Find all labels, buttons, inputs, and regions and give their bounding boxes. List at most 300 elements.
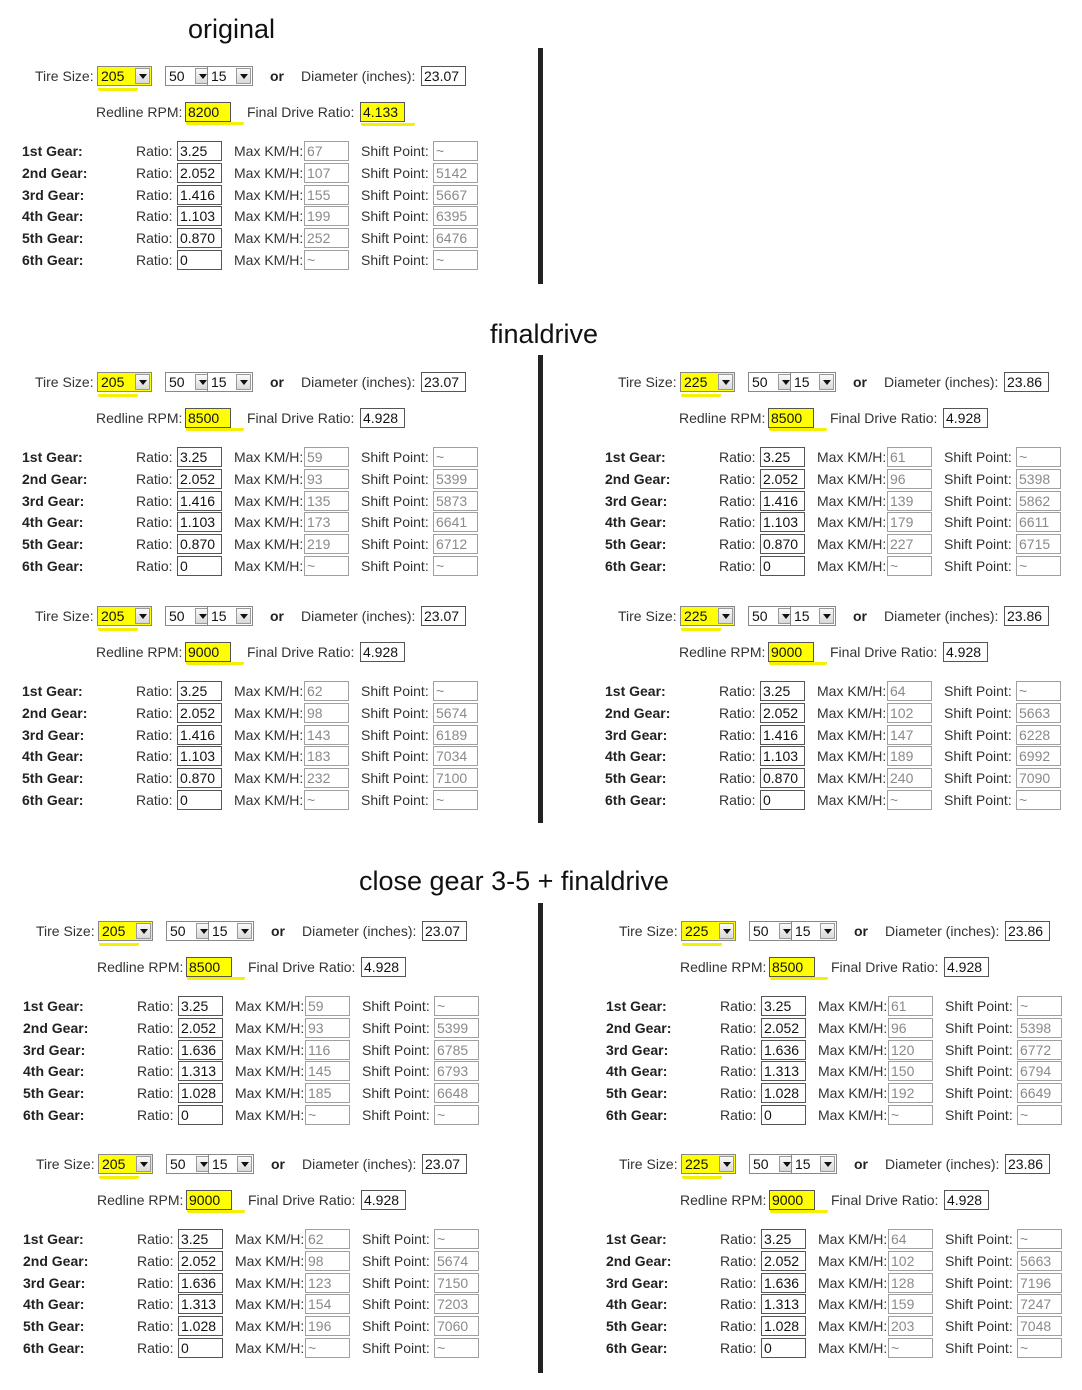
gear-row [594,1273,1064,1294]
gear-calculator [11,1150,481,1390]
gear-ratio-input[interactable]: 0 [761,1105,806,1125]
gear-label: 4th Gear: [23,1296,85,1313]
rim-size-select-value: 15 [212,923,228,939]
diameter-input[interactable]: 23.07 [422,921,467,941]
ratio-label: Ratio: [720,1107,757,1123]
gear-label: 4th Gear: [22,514,84,531]
aspect-ratio-select[interactable] [749,1154,796,1174]
ratio-label: Ratio: [137,1296,174,1313]
gear-ratio-input[interactable]: 0 [760,790,805,810]
or-label: or [853,608,867,624]
gear-ratio-input[interactable]: 2.052 [177,469,222,489]
gear-row [11,1294,481,1315]
max-kmh-label: Max KM/H: [235,1296,305,1313]
redline-rpm-input[interactable]: 9000 [185,642,231,662]
max-kmh-output: 116 [305,1040,350,1060]
shift-point-label: Shift Point: [945,1231,1013,1247]
rim-size-select[interactable] [791,921,837,941]
max-kmh-output: 139 [887,491,932,511]
redline-rpm-input[interactable]: 8500 [185,408,231,428]
gear-ratio-input[interactable]: 2.052 [177,703,222,723]
rim-size-select-value: 15 [211,374,227,390]
redline-rpm-input[interactable]: 8500 [768,408,814,428]
gear-row [11,1105,481,1126]
gear-label: 4th Gear: [606,1296,668,1313]
shift-point-output: 5862 [1016,491,1061,511]
aspect-ratio-select-value: 50 [169,374,185,390]
gear-ratio-input[interactable]: 0.870 [177,768,222,788]
gear-ratio-input[interactable]: 0 [178,1338,223,1358]
max-kmh-label: Max KM/H: [235,1340,305,1356]
aspect-ratio-select-value: 50 [752,608,768,624]
gear-ratio-input[interactable]: 1.313 [178,1061,223,1081]
max-kmh-label: Max KM/H: [235,1063,305,1080]
max-kmh-label: Max KM/H: [234,186,304,203]
tire-width-select[interactable] [97,606,152,626]
max-kmh-label: Max KM/H: [235,1085,305,1102]
shift-point-output: 6794 [1017,1061,1062,1081]
max-kmh-label: Max KM/H: [817,748,887,765]
gear-ratio-input[interactable]: 3.25 [177,447,222,467]
ratio-label: Ratio: [137,1318,174,1335]
ratio-label: Ratio: [137,1085,174,1102]
gear-ratio-input[interactable]: 1.103 [177,746,222,766]
ratio-label: Ratio: [136,704,173,721]
shift-point-label: Shift Point: [944,470,1012,487]
gear-row [594,1105,1064,1126]
shift-point-label: Shift Point: [361,683,429,699]
ratio-label: Ratio: [719,683,756,699]
max-kmh-output: 143 [304,725,349,745]
max-kmh-output: ~ [887,556,932,576]
shift-point-label: Shift Point: [361,514,429,531]
diameter-input[interactable]: 23.86 [1004,372,1049,392]
aspect-ratio-select[interactable] [165,606,212,626]
diameter-input[interactable]: 23.07 [421,66,466,86]
ratio-label: Ratio: [136,536,173,553]
gear-ratio-input[interactable]: 0 [761,1338,806,1358]
gear-ratio-input[interactable]: 0 [178,1105,223,1125]
gear-ratio-input[interactable]: 0 [177,790,222,810]
aspect-ratio-select[interactable] [748,372,795,392]
shift-point-label: Shift Point: [361,164,429,181]
max-kmh-output: 135 [304,491,349,511]
gear-ratio-input[interactable]: 1.416 [760,491,805,511]
tire-width-select[interactable] [97,372,152,392]
shift-point-output: 7203 [434,1294,479,1314]
max-kmh-label: Max KM/H: [234,492,304,509]
chevron-down-icon [135,608,150,624]
gear-row [11,1229,481,1250]
gear-ratio-input[interactable]: 1.028 [178,1316,223,1336]
redline-rpm-input[interactable]: 8200 [185,102,231,122]
gear-ratio-input[interactable]: 1.416 [177,185,222,205]
diameter-input[interactable]: 23.07 [421,606,466,626]
final-drive-input[interactable]: 4.928 [944,1190,989,1210]
final-drive-label: Final Drive Ratio: [247,104,355,120]
max-kmh-label: Max KM/H: [234,558,304,574]
ratio-label: Ratio: [719,558,756,574]
max-kmh-label: Max KM/H: [234,143,304,159]
shift-point-label: Shift Point: [944,449,1012,465]
max-kmh-output: 196 [305,1316,350,1336]
max-kmh-label: Max KM/H: [234,726,304,743]
highlight-mark [770,1207,828,1213]
chevron-down-icon [135,374,150,390]
gear-ratio-input[interactable]: 2.052 [178,1251,223,1271]
gear-row [11,1083,481,1104]
ratio-label: Ratio: [136,164,173,181]
rim-size-select[interactable] [207,372,253,392]
max-kmh-label: Max KM/H: [234,208,304,225]
gear-label: 3rd Gear: [606,1041,669,1058]
tire-size-label: Tire Size: [35,374,94,390]
gear-ratio-input[interactable]: 1.636 [761,1273,806,1293]
gear-label: 2nd Gear: [606,1252,672,1269]
gear-ratio-input[interactable]: 1.313 [178,1294,223,1314]
tire-width-select-value: 225 [685,923,709,939]
gear-ratio-input[interactable]: 3.25 [760,681,805,701]
chevron-down-icon [819,374,834,390]
gear-ratio-input[interactable]: 2.052 [761,1018,806,1038]
gear-ratio-input[interactable]: 3.25 [760,447,805,467]
max-kmh-label: Max KM/H: [234,514,304,531]
gear-label: 2nd Gear: [22,164,88,181]
gear-label: 4th Gear: [605,514,667,531]
tire-width-select-value: 225 [684,608,708,624]
gear-label: 6th Gear: [22,252,84,268]
final-drive-input[interactable]: 4.133 [360,102,405,122]
highlight-mark [681,390,721,397]
shift-point-label: Shift Point: [362,1041,430,1058]
rim-size-select[interactable] [207,606,253,626]
gear-ratio-input[interactable]: 1.416 [177,725,222,745]
shift-point-label: Shift Point: [362,1340,430,1356]
final-drive-label: Final Drive Ratio: [248,1192,356,1208]
max-kmh-output: 98 [305,1251,350,1271]
gear-row [10,163,480,184]
shift-point-output: 5142 [433,163,478,183]
gear-ratio-input[interactable]: 3.25 [177,141,222,161]
gear-ratio-input[interactable]: 0 [760,556,805,576]
ratio-label: Ratio: [137,1231,174,1247]
max-kmh-output: 67 [304,141,349,161]
tire-width-select[interactable] [680,372,735,392]
gear-row [10,447,480,468]
ratio-label: Ratio: [137,1107,174,1123]
tire-width-select[interactable] [97,66,152,86]
gear-ratio-input[interactable]: 1.028 [178,1083,223,1103]
tire-size-label: Tire Size: [618,608,677,624]
max-kmh-label: Max KM/H: [818,998,888,1014]
gear-ratio-input[interactable]: 1.103 [177,206,222,226]
final-drive-input[interactable]: 4.928 [360,408,405,428]
gear-ratio-input[interactable]: 1.103 [177,512,222,532]
tire-width-select-value: 205 [102,1156,126,1172]
max-kmh-label: Max KM/H: [235,1274,305,1291]
gear-ratio-input[interactable]: 2.052 [177,163,222,183]
shift-point-output: 5399 [433,469,478,489]
gear-ratio-input[interactable]: 3.25 [178,996,223,1016]
gear-row [593,534,1063,555]
gear-label: 1st Gear: [605,449,666,465]
or-label: or [270,374,284,390]
gear-ratio-input[interactable]: 1.636 [178,1040,223,1060]
shift-point-label: Shift Point: [361,230,429,247]
gear-ratio-input[interactable]: 3.25 [177,681,222,701]
diameter-input[interactable]: 23.07 [422,1154,467,1174]
aspect-ratio-select[interactable] [165,372,212,392]
gear-ratio-input[interactable]: 1.313 [761,1294,806,1314]
chevron-down-icon [236,68,251,84]
redline-rpm-input[interactable]: 8500 [769,957,815,977]
highlight-mark [770,974,828,980]
gear-row [10,534,480,555]
chevron-down-icon [236,374,251,390]
shift-point-label: Shift Point: [944,726,1012,743]
ratio-label: Ratio: [137,998,174,1014]
gear-ratio-input[interactable]: 3.25 [178,1229,223,1249]
diameter-label: Diameter (inches): [302,923,417,939]
max-kmh-label: Max KM/H: [234,164,304,181]
ratio-label: Ratio: [136,230,173,247]
max-kmh-label: Max KM/H: [818,1041,888,1058]
gear-ratio-input[interactable]: 1.028 [761,1083,806,1103]
final-drive-label: Final Drive Ratio: [831,959,939,975]
ratio-label: Ratio: [137,1063,174,1080]
gear-ratio-input[interactable]: 3.25 [761,996,806,1016]
max-kmh-output: 183 [304,746,349,766]
gear-row [593,768,1063,789]
max-kmh-output: 240 [887,768,932,788]
gear-row [10,790,480,811]
max-kmh-output: 64 [888,1229,933,1249]
redline-rpm-input[interactable]: 9000 [768,642,814,662]
gear-label: 6th Gear: [23,1340,85,1356]
rim-size-select[interactable] [208,921,254,941]
gear-ratio-input[interactable]: 0.870 [177,534,222,554]
shift-point-output: 5663 [1017,1251,1062,1271]
aspect-ratio-select[interactable] [749,921,796,941]
tire-width-select[interactable] [680,606,735,626]
tire-width-select[interactable] [98,1154,153,1174]
max-kmh-output: 98 [304,703,349,723]
aspect-ratio-select-value: 50 [752,374,768,390]
diameter-input[interactable]: 23.86 [1005,1154,1050,1174]
aspect-ratio-select[interactable] [748,606,795,626]
gear-label: 2nd Gear: [606,1019,672,1036]
ratio-label: Ratio: [136,514,173,531]
redline-rpm-label: Redline RPM: [96,104,183,120]
chevron-down-icon [136,923,151,939]
redline-rpm-label: Redline RPM: [97,959,184,975]
max-kmh-output: 203 [888,1316,933,1336]
max-kmh-output: 96 [888,1018,933,1038]
final-drive-label: Final Drive Ratio: [831,1192,939,1208]
gear-ratio-input[interactable]: 1.103 [760,512,805,532]
gear-label: 6th Gear: [606,1340,668,1356]
gear-ratio-input[interactable]: 2.052 [760,703,805,723]
gear-ratio-input[interactable]: 0.870 [760,534,805,554]
rim-size-select[interactable] [791,1154,837,1174]
gear-label: 5th Gear: [606,1318,668,1335]
shift-point-label: Shift Point: [945,1274,1013,1291]
gear-ratio-input[interactable]: 2.052 [760,469,805,489]
shift-point-output: 6992 [1016,746,1061,766]
gear-row [10,250,480,271]
gear-row [593,746,1063,767]
ratio-label: Ratio: [136,792,173,808]
final-drive-input[interactable]: 4.928 [361,1190,406,1210]
aspect-ratio-select[interactable] [166,921,213,941]
gear-ratio-input[interactable]: 3.25 [761,1229,806,1249]
highlight-mark [361,120,415,126]
rim-size-select[interactable] [208,1154,254,1174]
shift-point-label: Shift Point: [945,1063,1013,1080]
rim-size-select[interactable] [207,66,253,86]
shift-point-output: ~ [434,996,479,1016]
tire-width-select[interactable] [681,1154,736,1174]
diameter-label: Diameter (inches): [301,608,416,624]
rim-size-select-value: 15 [211,608,227,624]
final-drive-input[interactable]: 4.928 [943,642,988,662]
diameter-input[interactable]: 23.86 [1005,921,1050,941]
chevron-down-icon [820,1156,835,1172]
final-drive-input[interactable]: 4.928 [944,957,989,977]
gear-ratio-input[interactable]: 0.870 [177,228,222,248]
shift-point-label: Shift Point: [944,492,1012,509]
max-kmh-output: 159 [888,1294,933,1314]
highlight-mark [682,939,722,946]
gear-row [593,491,1063,512]
max-kmh-output: 192 [888,1083,933,1103]
final-drive-label: Final Drive Ratio: [830,644,938,660]
shift-point-output: ~ [1016,556,1061,576]
aspect-ratio-select[interactable] [166,1154,213,1174]
divider [538,903,543,1373]
redline-rpm-label: Redline RPM: [679,410,766,426]
shift-point-label: Shift Point: [361,470,429,487]
gear-ratio-input[interactable]: 1.313 [761,1061,806,1081]
gear-ratio-input[interactable]: 1.103 [760,746,805,766]
final-drive-input[interactable]: 4.928 [361,957,406,977]
shift-point-output: 6712 [433,534,478,554]
aspect-ratio-select-value: 50 [753,923,769,939]
diameter-input[interactable]: 23.86 [1004,606,1049,626]
shift-point-label: Shift Point: [361,252,429,268]
max-kmh-label: Max KM/H: [817,683,887,699]
gear-ratio-input[interactable]: 0 [177,556,222,576]
shift-point-output: ~ [433,250,478,270]
gear-ratio-input[interactable]: 0.870 [760,768,805,788]
ratio-label: Ratio: [719,792,756,808]
max-kmh-label: Max KM/H: [234,770,304,787]
redline-rpm-label: Redline RPM: [97,1192,184,1208]
gear-ratio-input[interactable]: 0 [177,250,222,270]
gear-ratio-input[interactable]: 1.028 [761,1316,806,1336]
tire-size-label: Tire Size: [618,374,677,390]
shift-point-output: 5674 [433,703,478,723]
shift-point-label: Shift Point: [361,143,429,159]
tire-width-select[interactable] [98,921,153,941]
gear-calculator [593,602,1063,842]
redline-rpm-input[interactable]: 9000 [186,1190,232,1210]
highlight-mark [99,1172,139,1179]
gear-row [11,1273,481,1294]
diameter-label: Diameter (inches): [884,608,999,624]
gear-ratio-input[interactable]: 1.416 [760,725,805,745]
max-kmh-output: 150 [888,1061,933,1081]
max-kmh-label: Max KM/H: [818,1296,888,1313]
shift-point-output: ~ [1017,1338,1062,1358]
shift-point-label: Shift Point: [944,683,1012,699]
max-kmh-output: ~ [888,1105,933,1125]
shift-point-label: Shift Point: [362,998,430,1014]
gear-label: 3rd Gear: [22,726,85,743]
gear-row [10,746,480,767]
max-kmh-output: 96 [887,469,932,489]
shift-point-output: 5873 [433,491,478,511]
gear-label: 1st Gear: [606,998,667,1014]
gear-ratio-input[interactable]: 2.052 [178,1018,223,1038]
redline-rpm-input[interactable]: 9000 [769,1190,815,1210]
max-kmh-label: Max KM/H: [234,704,304,721]
max-kmh-output: 64 [887,681,932,701]
diameter-input[interactable]: 23.07 [421,372,466,392]
shift-point-label: Shift Point: [945,1296,1013,1313]
diameter-label: Diameter (inches): [885,923,1000,939]
max-kmh-label: Max KM/H: [818,1063,888,1080]
rim-size-select[interactable] [790,606,836,626]
gear-label: 6th Gear: [606,1107,668,1123]
gear-ratio-input[interactable]: 1.636 [178,1273,223,1293]
gear-label: 5th Gear: [23,1085,85,1102]
gear-row [593,447,1063,468]
max-kmh-output: 219 [304,534,349,554]
gear-row [10,206,480,227]
gear-ratio-input[interactable]: 1.416 [177,491,222,511]
ratio-label: Ratio: [136,143,173,159]
shift-point-label: Shift Point: [945,1019,1013,1036]
gear-ratio-input[interactable]: 2.052 [761,1251,806,1271]
shift-point-output: 5399 [434,1018,479,1038]
gear-row [593,725,1063,746]
gear-row [10,681,480,702]
chevron-down-icon [719,923,734,939]
redline-rpm-input[interactable]: 8500 [186,957,232,977]
max-kmh-label: Max KM/H: [818,1318,888,1335]
tire-width-select-value: 205 [101,374,125,390]
gear-label: 5th Gear: [22,230,84,247]
rim-size-select-value: 15 [794,374,810,390]
final-drive-input[interactable]: 4.928 [943,408,988,428]
final-drive-input[interactable]: 4.928 [360,642,405,662]
ratio-label: Ratio: [719,726,756,743]
shift-point-output: 6611 [1016,512,1061,532]
max-kmh-output: 232 [304,768,349,788]
rim-size-select[interactable] [790,372,836,392]
gear-row [11,1316,481,1337]
aspect-ratio-select[interactable] [165,66,212,86]
max-kmh-label: Max KM/H: [817,449,887,465]
rim-size-select-value: 15 [211,68,227,84]
max-kmh-label: Max KM/H: [235,1252,305,1269]
gear-label: 1st Gear: [23,998,84,1014]
tire-width-select[interactable] [681,921,736,941]
gear-ratio-input[interactable]: 1.636 [761,1040,806,1060]
gear-label: 4th Gear: [22,208,84,225]
chevron-down-icon [237,1156,252,1172]
